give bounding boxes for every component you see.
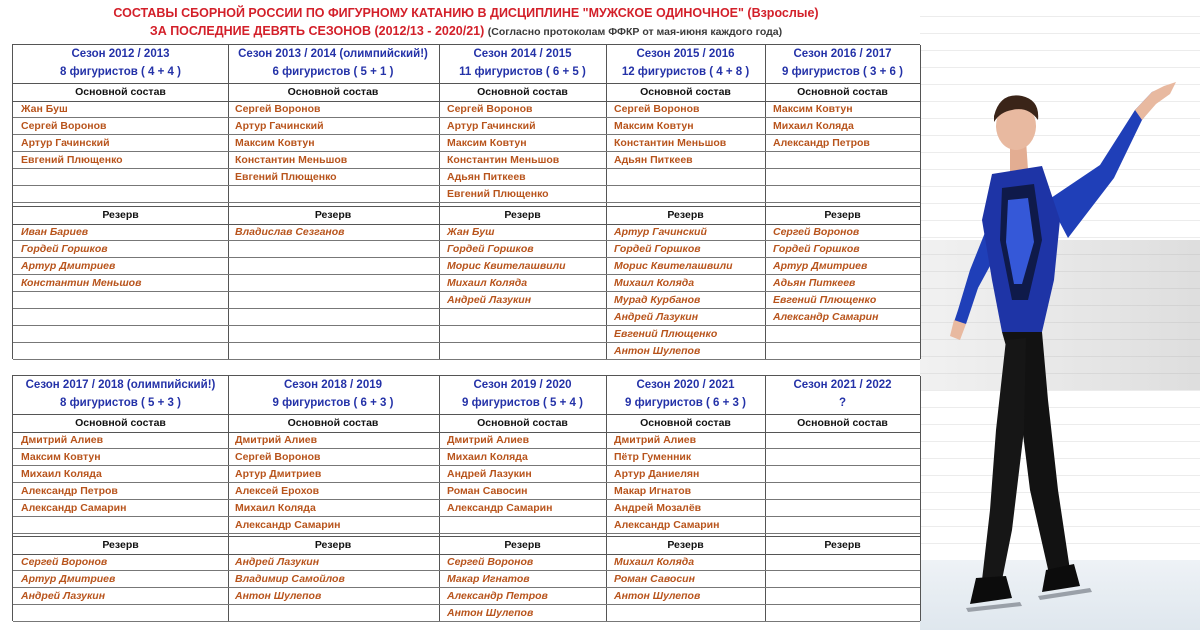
reserve-roster-label: Резерв xyxy=(227,536,439,555)
reserve-row: Михаил Коляда xyxy=(606,554,765,571)
skater-count: 9 фигуристов ( 5 + 4 ) xyxy=(462,397,583,409)
reserve-row xyxy=(765,605,920,622)
reserve-row xyxy=(13,343,228,360)
reserve-row: Сергей Воронов xyxy=(765,224,920,241)
roster-row xyxy=(765,466,920,483)
seasons-table-bottom xyxy=(12,375,920,621)
reserve-row xyxy=(227,258,439,275)
roster-row: Михаил Коляда xyxy=(765,118,920,135)
season-title: Сезон 2020 / 2021 xyxy=(636,379,735,391)
reserve-row: Морис Квителашвили xyxy=(439,258,606,275)
skater-count: 8 фигуристов ( 5 + 3 ) xyxy=(60,397,181,409)
reserve-row: Артур Дмитриев xyxy=(765,258,920,275)
roster-row: Михаил Коляда xyxy=(13,466,228,483)
sheet-subtitle xyxy=(12,24,920,38)
reserve-row xyxy=(765,343,920,360)
roster-row: Александр Самарин xyxy=(13,500,228,517)
reserve-row xyxy=(227,275,439,292)
skater-count: 12 фигуристов ( 4 + 8 ) xyxy=(621,66,750,78)
roster-row: Артур Гачинский xyxy=(227,118,439,135)
season-title: Сезон 2015 / 2016 xyxy=(636,48,735,60)
reserve-row: Гордей Горшков xyxy=(439,241,606,258)
season-column xyxy=(227,45,440,359)
reserve-row: Морис Квителашвили xyxy=(606,258,765,275)
reserve-row xyxy=(227,343,439,360)
roster-row: Евгений Плющенко xyxy=(227,169,439,186)
reserve-roster-label: Резерв xyxy=(439,536,606,555)
season-column xyxy=(606,376,766,621)
reserve-row: Роман Савосин xyxy=(606,571,765,588)
roster-row: Андрей Лазукин xyxy=(439,466,606,483)
subtitle-note: (Согласно протоколам ФФКР от мая-июня каждого года) xyxy=(487,26,783,38)
reserve-roster-label: Резерв xyxy=(227,206,439,225)
reserve-row: Константин Меньшов xyxy=(13,275,228,292)
season-title: Сезон 2018 / 2019 xyxy=(283,379,383,391)
reserve-row xyxy=(227,605,439,622)
roster-row xyxy=(13,169,228,186)
roster-row: Адьян Питкеев xyxy=(439,169,606,186)
roster-row: Евгений Плющенко xyxy=(13,152,228,169)
skater-count: ? xyxy=(838,397,847,409)
roster-row xyxy=(227,186,439,203)
roster-row: Константин Меньшов xyxy=(606,135,765,152)
figure-skater-illustration xyxy=(930,70,1200,630)
reserve-row xyxy=(765,588,920,605)
roster-row: Макар Игнатов xyxy=(606,483,765,500)
reserve-row xyxy=(227,241,439,258)
reserve-row: Евгений Плющенко xyxy=(606,326,765,343)
roster-row xyxy=(606,169,765,186)
roster-row xyxy=(765,186,920,203)
season-column xyxy=(227,376,440,621)
season-title: Сезон 2016 / 2017 xyxy=(793,48,892,60)
season-title: Сезон 2014 / 2015 xyxy=(473,48,572,60)
reserve-row: Жан Буш xyxy=(439,224,606,241)
subtitle-text: ЗА ПОСЛЕДНИЕ ДЕВЯТЬ СЕЗОНОВ (2012/13 - 2020/21) xyxy=(149,24,485,38)
roster-row: Сергей Воронов xyxy=(439,101,606,118)
season-title: Сезон 2013 / 2014 (олимпийский!) xyxy=(238,48,428,60)
main-roster-label: Основной состав xyxy=(606,83,765,102)
season-title: Сезон 2017 / 2018 (олимпийский!) xyxy=(25,379,216,391)
roster-row xyxy=(765,449,920,466)
roster-row: Максим Ковтун xyxy=(765,101,920,118)
reserve-roster-label: Резерв xyxy=(606,536,765,555)
reserve-row: Владимир Самойлов xyxy=(227,571,439,588)
reserve-row: Макар Игнатов xyxy=(439,571,606,588)
season-column xyxy=(765,376,921,621)
reserve-row: Иван Бариев xyxy=(13,224,228,241)
roster-row: Евгений Плющенко xyxy=(439,186,606,203)
roster-row: Дмитрий Алиев xyxy=(13,432,228,449)
roster-row: Жан Буш xyxy=(13,101,228,118)
skater-count: 8 фигуристов ( 4 + 4 ) xyxy=(60,66,181,78)
reserve-row: Артур Гачинский xyxy=(606,224,765,241)
roster-row: Михаил Коляда xyxy=(227,500,439,517)
reserve-row: Михаил Коляда xyxy=(606,275,765,292)
reserve-row: Антон Шулепов xyxy=(606,343,765,360)
roster-row: Роман Савосин xyxy=(439,483,606,500)
roster-row: Максим Ковтун xyxy=(227,135,439,152)
skater-count: 9 фигуристов ( 6 + 3 ) xyxy=(272,397,394,409)
roster-row xyxy=(765,517,920,534)
reserve-row: Мурад Курбанов xyxy=(606,292,765,309)
season-column xyxy=(12,45,229,359)
roster-row: Андрей Мозалёв xyxy=(606,500,765,517)
sheet-title: СОСТАВЫ СБОРНОЙ РОССИИ ПО ФИГУРНОМУ КАТАНИЮ В ДИСЦИПЛИНЕ "МУЖСКОЕ ОДИНОЧНОЕ" (Взрослые) xyxy=(113,6,819,20)
reserve-row xyxy=(439,309,606,326)
roster-row xyxy=(765,152,920,169)
roster-row xyxy=(606,186,765,203)
roster-row: Александр Петров xyxy=(765,135,920,152)
roster-row: Константин Меньшов xyxy=(227,152,439,169)
reserve-row: Артур Дмитриев xyxy=(13,571,228,588)
seasons-table-top xyxy=(12,44,920,359)
main-roster-label: Основной состав xyxy=(439,414,606,433)
reserve-row: Артур Дмитриев xyxy=(13,258,228,275)
roster-row: Александр Самарин xyxy=(606,517,765,534)
skater-count: 9 фигуристов ( 6 + 3 ) xyxy=(625,397,746,409)
reserve-row: Сергей Воронов xyxy=(439,554,606,571)
roster-row: Константин Меньшов xyxy=(439,152,606,169)
skater-count: 11 фигуристов ( 6 + 5 ) xyxy=(459,66,586,78)
roster-row: Сергей Воронов xyxy=(227,101,439,118)
reserve-row: Антон Шулепов xyxy=(227,588,439,605)
season-column xyxy=(765,45,921,359)
reserve-roster-label: Резерв xyxy=(765,536,920,555)
roster-row: Адьян Питкеев xyxy=(606,152,765,169)
reserve-row: Антон Шулепов xyxy=(606,588,765,605)
reserve-row xyxy=(13,309,228,326)
roster-row: Александр Самарин xyxy=(439,500,606,517)
reserve-row xyxy=(765,326,920,343)
main-roster-label: Основной состав xyxy=(227,414,439,433)
roster-row: Артур Гачинский xyxy=(13,135,228,152)
reserve-row xyxy=(227,326,439,343)
reserve-row xyxy=(13,292,228,309)
roster-row: Михаил Коляда xyxy=(439,449,606,466)
skater-count: 9 фигуристов ( 3 + 6 ) xyxy=(782,66,903,78)
roster-row: Дмитрий Алиев xyxy=(439,432,606,449)
roster-row xyxy=(765,500,920,517)
roster-row: Максим Ковтун xyxy=(13,449,228,466)
reserve-row: Евгений Плющенко xyxy=(765,292,920,309)
reserve-row: Гордей Горшков xyxy=(765,241,920,258)
reserve-row xyxy=(765,571,920,588)
reserve-row xyxy=(227,292,439,309)
main-roster-label: Основной состав xyxy=(765,414,920,433)
roster-row: Максим Ковтун xyxy=(439,135,606,152)
reserve-row: Гордей Горшков xyxy=(13,241,228,258)
reserve-row: Владислав Сезганов xyxy=(227,224,439,241)
season-title: Сезон 2012 / 2013 xyxy=(71,48,170,60)
reserve-row: Андрей Лазукин xyxy=(606,309,765,326)
reserve-roster-label: Резерв xyxy=(439,206,606,225)
reserve-row: Адьян Питкеев xyxy=(765,275,920,292)
roster-row: Дмитрий Алиев xyxy=(227,432,439,449)
reserve-row: Александр Петров xyxy=(439,588,606,605)
reserve-row xyxy=(606,605,765,622)
main-roster-label: Основной состав xyxy=(227,83,439,102)
reserve-row: Сергей Воронов xyxy=(13,554,228,571)
season-column xyxy=(439,45,607,359)
reserve-row xyxy=(227,309,439,326)
reserve-row xyxy=(439,326,606,343)
reserve-row: Андрей Лазукин xyxy=(227,554,439,571)
reserve-row xyxy=(765,554,920,571)
reserve-row: Гордей Горшков xyxy=(606,241,765,258)
reserve-row xyxy=(439,343,606,360)
season-column xyxy=(606,45,766,359)
reserve-row: Андрей Лазукин xyxy=(13,588,228,605)
roster-row: Артур Дмитриев xyxy=(227,466,439,483)
roster-row xyxy=(13,186,228,203)
roster-row: Сергей Воронов xyxy=(227,449,439,466)
main-roster-label: Основной состав xyxy=(13,414,228,433)
roster-row: Артур Даниелян xyxy=(606,466,765,483)
roster-row xyxy=(13,517,228,534)
reserve-row: Антон Шулепов xyxy=(439,605,606,622)
reserve-row: Александр Самарин xyxy=(765,309,920,326)
roster-row: Александр Самарин xyxy=(227,517,439,534)
roster-row: Александр Петров xyxy=(13,483,228,500)
roster-row xyxy=(765,432,920,449)
main-roster-label: Основной состав xyxy=(13,83,228,102)
main-roster-label: Основной состав xyxy=(439,83,606,102)
season-title: Сезон 2021 / 2022 xyxy=(793,379,892,391)
roster-row: Пётр Гуменник xyxy=(606,449,765,466)
reserve-row xyxy=(13,605,228,622)
reserve-row xyxy=(13,326,228,343)
roster-row: Дмитрий Алиев xyxy=(606,432,765,449)
season-column xyxy=(439,376,607,621)
roster-row: Сергей Воронов xyxy=(606,101,765,118)
roster-row: Максим Ковтун xyxy=(606,118,765,135)
roster-row xyxy=(765,483,920,500)
roster-row xyxy=(765,169,920,186)
season-title: Сезон 2019 / 2020 xyxy=(473,379,572,391)
reserve-row: Андрей Лазукин xyxy=(439,292,606,309)
roster-row: Артур Гачинский xyxy=(439,118,606,135)
roster-row: Сергей Воронов xyxy=(13,118,228,135)
roster-row xyxy=(439,517,606,534)
main-roster-label: Основной состав xyxy=(765,83,920,102)
skater-count: 6 фигуристов ( 5 + 1 ) xyxy=(272,66,394,78)
reserve-roster-label: Резерв xyxy=(13,536,228,555)
reserve-roster-label: Резерв xyxy=(765,206,920,225)
main-roster-label: Основной состав xyxy=(606,414,765,433)
season-column xyxy=(12,376,229,621)
reserve-roster-label: Резерв xyxy=(13,206,228,225)
reserve-row: Михаил Коляда xyxy=(439,275,606,292)
roster-row: Алексей Ерохов xyxy=(227,483,439,500)
roster-sheet xyxy=(12,0,920,630)
reserve-roster-label: Резерв xyxy=(606,206,765,225)
